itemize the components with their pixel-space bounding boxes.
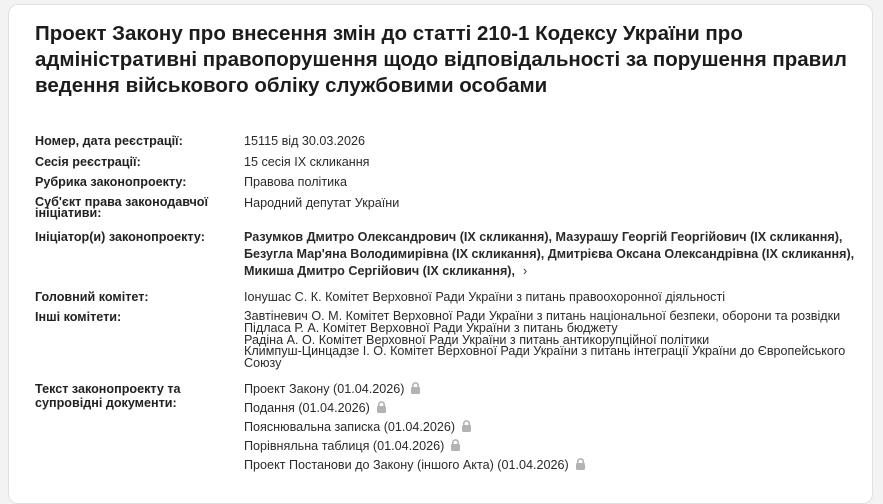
subject-label: Суб'єкт права законодавчої ініціативи: bbox=[35, 194, 209, 220]
initiators-label: Ініціатор(и) законопроекту: bbox=[35, 229, 205, 244]
page-title: Проект Закону про внесення змін до статті 210-1 Кодексу України про адміністративні правопорушення щодо відповідальності за порушення правил ведення військового обліку службовими особами bbox=[35, 22, 847, 97]
main-committee-row bbox=[35, 291, 865, 305]
session-label: Сесія реєстрації: bbox=[35, 154, 141, 169]
document-link[interactable] bbox=[244, 420, 865, 434]
document-title: Порівняльна таблиця (01.04.2026) bbox=[244, 438, 445, 453]
lock-icon bbox=[376, 401, 387, 413]
document-title: Проект Постанови до Закону (іншого Акта) (01.04.2026) bbox=[244, 457, 569, 472]
other-committees-list bbox=[244, 311, 865, 370]
chevron-right-icon[interactable]: › bbox=[522, 263, 528, 278]
committee-item: Підласа Р. А. Комітет Верховної Ради України з питань бюджету bbox=[244, 320, 618, 335]
document-title: Пояснювальна записка (01.04.2026) bbox=[244, 419, 456, 434]
rubric-label: Рубрика законопроекту: bbox=[35, 175, 187, 189]
committee-item: Радіна А. О. Комітет Верховної Ради України з питань антикорупційної політики bbox=[244, 332, 710, 347]
document-title: Подання (01.04.2026) bbox=[244, 400, 370, 415]
initiators-row bbox=[35, 229, 865, 280]
documents-label: Текст законопроекту та супровідні документи: bbox=[35, 381, 181, 410]
initiators-list: Разумков Дмитро Олександрович (IX скликання), Мазурашу Георгій Георгійович (IX скликання), Безугла Мар'яна Володимирівна (IX скликання), Дмитрієва Оксана Олександрівна (IX скликання), Микиша Дмитро Сергійович (IX скликання), bbox=[244, 229, 855, 278]
document-link[interactable] bbox=[244, 439, 865, 453]
other-committees-row bbox=[35, 311, 865, 370]
document-title: Проект Закону (01.04.2026) bbox=[244, 381, 405, 396]
bill-details bbox=[35, 135, 865, 477]
main-committee-label: Головний комітет: bbox=[35, 289, 149, 304]
registration-row bbox=[35, 135, 865, 149]
committee-item: Завтіневич О. М. Комітет Верховної Ради України з питань національної безпеки, оборони та розвідки bbox=[244, 309, 841, 323]
documents-row bbox=[35, 382, 865, 477]
document-link[interactable] bbox=[244, 401, 865, 415]
documents-list bbox=[244, 382, 865, 477]
committee-item: Климпуш-Цинцадзе І. О. Комітет Верховної Ради України з питань інтеграції України до Європейського Союзу bbox=[244, 344, 846, 371]
lock-icon bbox=[450, 439, 461, 451]
session-value: 15 сесія IX скликання bbox=[244, 154, 370, 169]
other-committees-label: Інші комітети: bbox=[35, 310, 122, 324]
main-committee-value: Іонушас С. К. Комітет Верховної Ради України з питань правоохоронної діяльності bbox=[244, 289, 726, 304]
registration-label: Номер, дата реєстрації: bbox=[35, 134, 183, 148]
document-link[interactable] bbox=[244, 458, 865, 472]
document-link[interactable] bbox=[244, 382, 865, 396]
session-row bbox=[35, 156, 865, 170]
subject-row bbox=[35, 194, 865, 220]
rubric-value: Правова політика bbox=[244, 175, 347, 189]
lock-icon bbox=[410, 382, 421, 394]
rubric-row bbox=[35, 176, 865, 190]
initiators-value bbox=[244, 229, 865, 280]
bill-card bbox=[8, 4, 873, 504]
subject-value: Народний депутат України bbox=[244, 195, 400, 210]
lock-icon bbox=[461, 420, 472, 432]
registration-value: 15115 від 30.03.2026 bbox=[244, 134, 365, 148]
lock-icon bbox=[575, 458, 586, 470]
